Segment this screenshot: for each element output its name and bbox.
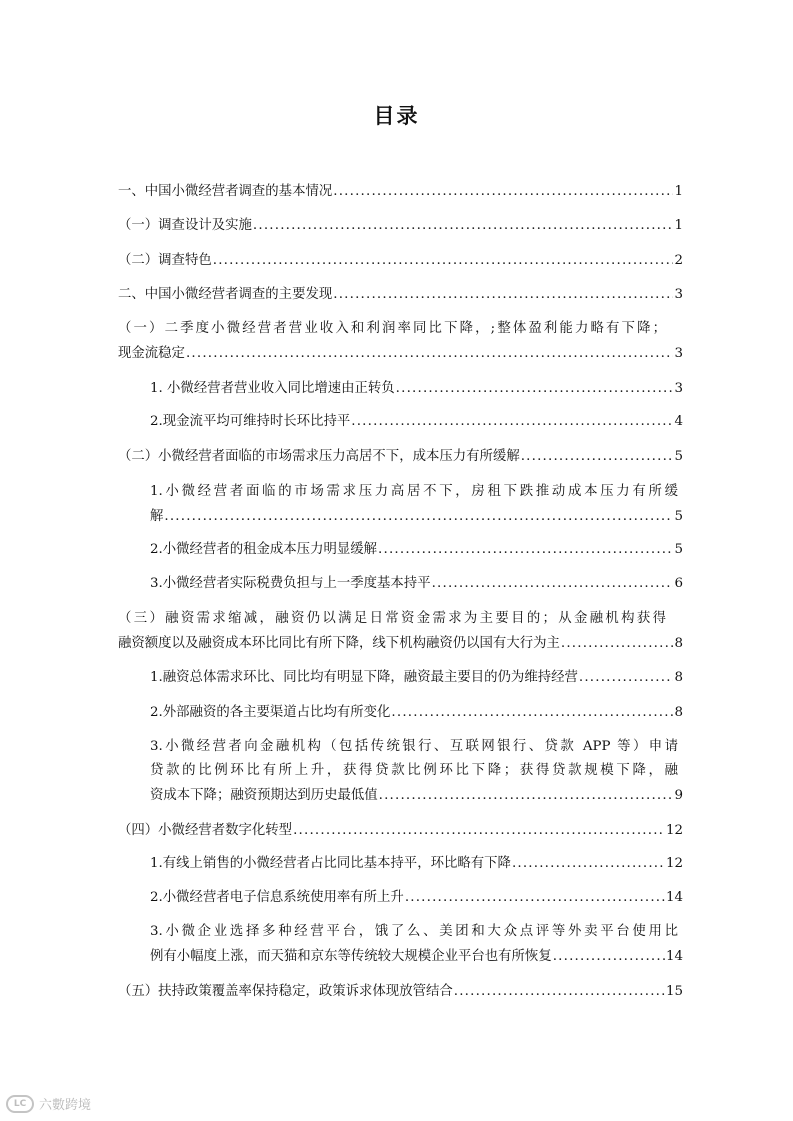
toc-entry-text: 融资额度以及融资成本环比同比有所下降，线下机构融资仍以国有大行为主 (118, 636, 560, 651)
dot-leader (333, 286, 673, 304)
dot-leader (553, 948, 665, 966)
dot-leader (378, 541, 673, 559)
watermark-logo-icon: LC (6, 1095, 34, 1113)
toc-entry[interactable] (118, 217, 683, 235)
toc-entry-text: 现金流稳定 (118, 346, 185, 361)
toc-entry-line[interactable]: 贷款的比例环比有所上升，获得贷款比例环比下降；获得贷款规模下降，融 (150, 763, 678, 778)
toc-page-number: 2 (674, 253, 683, 268)
toc-entry[interactable] (150, 948, 683, 966)
toc-entry[interactable] (150, 669, 683, 687)
toc-entry[interactable] (150, 889, 683, 907)
toc-entry-text: 2.外部融资的各主要渠道占比均有所变化 (150, 705, 391, 720)
toc-entry-text: 2.现金流平均可维持时长环比持平 (150, 414, 351, 429)
toc-page-number: 5 (674, 542, 683, 557)
toc-page-number: 4 (674, 414, 683, 429)
toc-entry-text: 1. 小微经营者营业收入同比增速由正转负 (150, 381, 395, 396)
toc-entry[interactable] (150, 541, 683, 559)
dot-leader (521, 448, 674, 466)
toc-entry-text: 3.小微经营者实际税费负担与上一季度基本持平 (150, 576, 431, 591)
toc-entry[interactable] (150, 855, 683, 873)
toc-page-number: 6 (674, 576, 683, 591)
toc-entry-line[interactable]: （三）融资需求缩减，融资仍以满足日常资金需求为主要目的；从金融机构获得 (118, 611, 666, 626)
dot-leader (512, 855, 665, 873)
toc-page-number: 3 (674, 381, 683, 396)
toc-entry-text: 2.小微经营者的租金成本压力明显缓解 (150, 542, 378, 557)
toc-entry[interactable] (150, 575, 683, 593)
toc-entry-text: 二、中国小微经营者调查的主要发现 (118, 287, 333, 302)
toc-entry[interactable] (150, 704, 683, 722)
toc-entry-line[interactable]: 1.小微经营者面临的市场需求压力高居不下，房租下跌推动成本压力有所缓 (150, 484, 678, 499)
toc-page-number: 3 (674, 346, 683, 361)
toc-entry-text: 解 (150, 509, 164, 524)
dot-leader (253, 217, 674, 235)
dot-leader (379, 787, 674, 805)
toc-entry[interactable] (150, 413, 683, 431)
toc-entry-text: （二）调查特色 (118, 253, 212, 268)
toc-entry-text: 例有小幅度上涨，而天猫和京东等传统较大规模企业平台也有所恢复 (150, 949, 552, 964)
dot-leader (293, 822, 665, 840)
dot-leader (454, 983, 665, 1001)
toc-entry[interactable] (118, 183, 683, 201)
toc-page-number: 5 (674, 509, 683, 524)
toc-entry-text: 1.有线上销售的小微经营者占比同比基本持平，环比略有下降 (150, 856, 511, 871)
toc-page-number: 9 (674, 788, 683, 803)
toc-entry[interactable] (118, 448, 683, 466)
toc-entry[interactable] (118, 286, 683, 304)
toc-page-number: 12 (665, 856, 683, 871)
toc-entry-line[interactable]: 3.小微经营者向金融机构（包括传统银行、互联网银行、贷款 APP 等）申请 (150, 739, 678, 754)
toc-entry-text: （一）调查设计及实施 (118, 218, 252, 233)
toc-page-number: 8 (674, 705, 683, 720)
toc-page-number: 14 (665, 949, 683, 964)
toc-entry-text: 资成本下降；融资预期达到历史最低值 (150, 788, 378, 803)
toc-entry[interactable] (150, 380, 683, 398)
toc-entry-text: 一、中国小微经营者调查的基本情况 (118, 184, 333, 199)
toc-entry-text: 1.融资总体需求环比、同比均有明显下降，融资最主要目的仍为维持经营 (150, 670, 578, 685)
toc-page-number: 14 (665, 890, 683, 905)
toc-page-number: 15 (665, 984, 683, 999)
toc-entry-text: （五）扶持政策覆盖率保持稳定，政策诉求体现放管结合 (118, 984, 453, 999)
dot-leader (186, 345, 674, 363)
toc-entry[interactable] (118, 635, 683, 653)
watermark-text: 六數跨境 (39, 1098, 92, 1113)
toc-page-number: 8 (674, 670, 683, 685)
toc-entry[interactable] (118, 983, 683, 1001)
dot-leader (164, 508, 673, 526)
toc-entry-text: （四）小微经营者数字化转型 (118, 823, 293, 838)
toc-page-number: 1 (674, 218, 683, 233)
toc-page-number: 3 (674, 287, 683, 302)
toc-entry-text: （二）小微经营者面临的市场需求压力高居不下，成本压力有所缓解 (118, 449, 520, 464)
dot-leader (396, 380, 674, 398)
dot-leader (391, 704, 673, 722)
toc-entry-line[interactable]: （一）二季度小微经营者营业收入和利润率同比下降，;整体盈利能力略有下降； (118, 321, 666, 336)
toc-entry[interactable] (118, 822, 683, 840)
toc-page-number: 12 (665, 823, 683, 838)
dot-leader (405, 889, 665, 907)
dot-leader (579, 669, 674, 687)
dot-leader (333, 183, 673, 201)
toc-entry[interactable] (118, 345, 683, 363)
toc-page-number: 5 (674, 449, 683, 464)
toc-page-number: 8 (674, 636, 683, 651)
toc-entry[interactable] (118, 252, 683, 270)
dot-leader (213, 252, 674, 270)
page-title: 目录 (373, 104, 420, 128)
dot-leader (561, 635, 674, 653)
watermark (6, 1094, 91, 1113)
dot-leader (432, 575, 674, 593)
toc-entry[interactable] (150, 508, 683, 526)
dot-leader (351, 413, 673, 431)
toc-entry-line[interactable]: 3.小微企业选择多种经营平台，饿了么、美团和大众点评等外卖平台使用比 (150, 924, 678, 939)
toc-entry[interactable] (150, 787, 683, 805)
toc-entry-text: 2.小微经营者电子信息系统使用率有所上升 (150, 890, 404, 905)
toc-page-number: 1 (674, 184, 683, 199)
